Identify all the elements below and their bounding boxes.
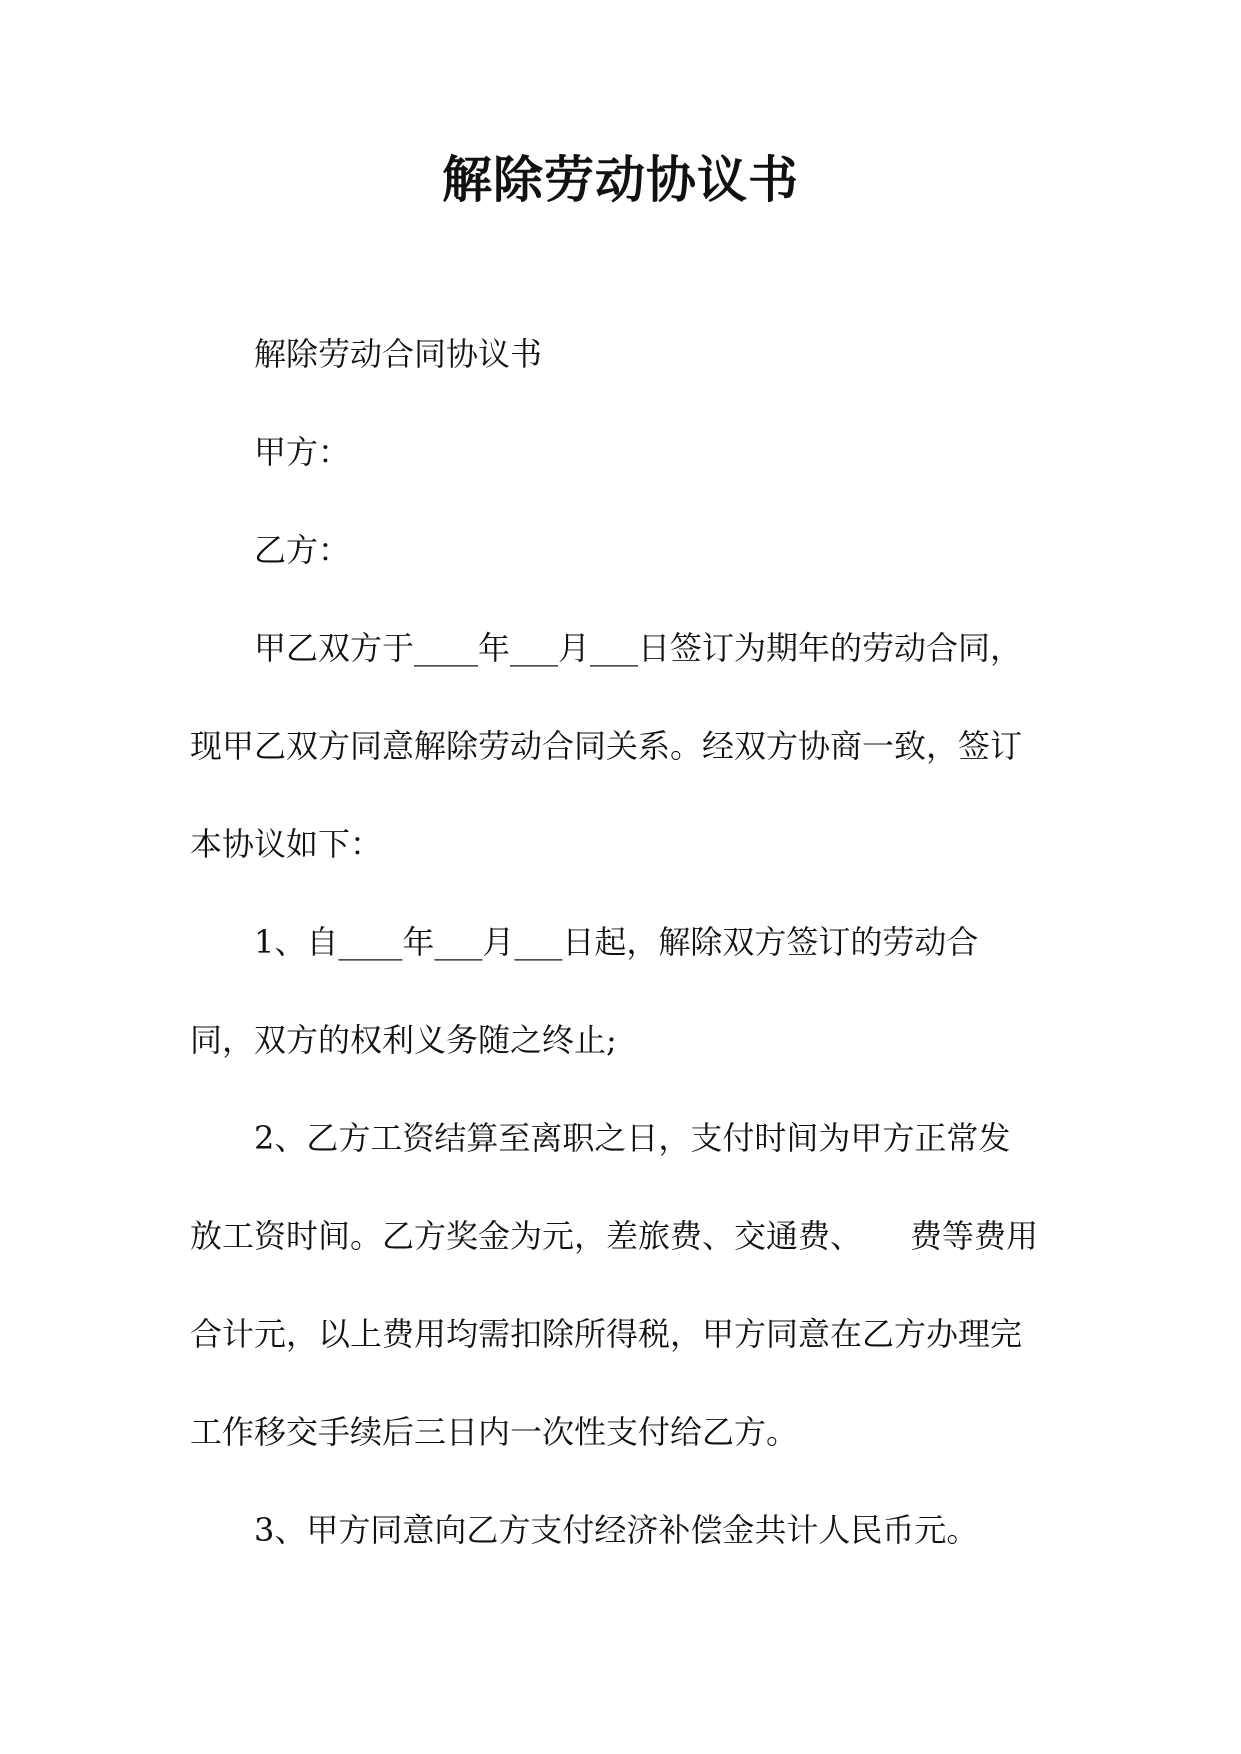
paragraph-subtitle: 解除劳动合同协议书 (254, 335, 543, 373)
paragraph-intro: 甲乙双方于____年___月___日签订为期年的劳动合同，现甲乙双方同意解除劳动合同关系。经双方协商一致，签订本协议如下： (190, 629, 1023, 863)
document-body (190, 305, 1040, 1579)
paragraph-clause-1: 1、自____年___月___日起，解除双方签订的劳动合同，双方的权利义务随之终止; (190, 923, 979, 1059)
paragraph-party-a: 甲方： (254, 433, 351, 471)
paragraph-clause-2: 2、乙方工资结算至离职之日，支付时间为甲方正常发放工资时间。乙方奖金为元，差旅费、交通费、 费等费用合计元，以上费用均需扣除所得税，甲方同意在乙方办理完工作移交手续后三日内一次性支付给乙方。 (190, 1119, 1039, 1451)
document-title: 解除劳动协议书 (442, 151, 799, 209)
paragraph-clause-3: 3、甲方同意向乙方支付经济补偿金共计人民币元。 (254, 1511, 979, 1549)
paragraph-party-b: 乙方： (254, 531, 351, 569)
